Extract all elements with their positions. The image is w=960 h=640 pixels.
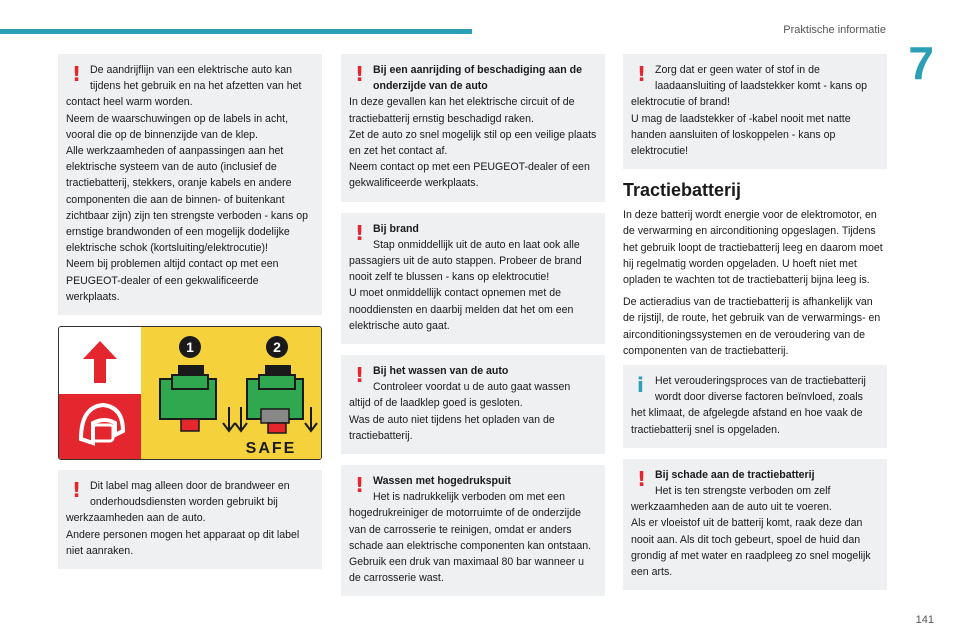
label-number-2: 2: [273, 339, 281, 356]
info-lead: Het verouderingsproces van de tractiebatterij wordt door diverse factoren beïnvloed, zoals: [655, 375, 866, 404]
warning-heading: Bij brand: [373, 222, 419, 235]
warning-text: Was de auto niet tijdens het opladen van de tractiebatterij.: [349, 413, 555, 442]
warning-lead: Dit label mag alleen door de brandweer en onderhoudsdiensten worden gebruikt bij: [90, 480, 290, 509]
column-left: [58, 54, 322, 580]
warning-subline: Controleer voordat u de auto gaat wassen: [373, 381, 571, 394]
body-paragraph: De actieradius van de tractiebatterij is afhankelijk van de rijstijl, de route, het gebruik van de verwarmings- en airconditioningssystemen en de veroudering van de componenten van de tractiebatterij.: [623, 296, 881, 357]
warning-subline: Stap onmiddellijk uit de auto en laat ook alle: [373, 238, 580, 251]
warning-heading: Bij schade aan de tractiebatterij: [655, 468, 815, 481]
warning-icon: !: [72, 62, 82, 86]
warning-text: passagiers uit de auto stappen. Probeer de brand nooit zelf te blussen - kans op elektrocutie!: [349, 255, 582, 284]
safe-label-text: SAFE: [245, 440, 297, 458]
warning-box-battery-damage: [623, 459, 887, 590]
warning-text: Andere personen mogen het apparaat op dit label niet aanraken.: [66, 528, 300, 557]
warning-text: altijd of de laadklep goed is gesloten.: [349, 397, 523, 410]
warning-icon: !: [355, 220, 365, 245]
warning-box-label-usage: [58, 470, 322, 569]
warning-box-water-dust: [623, 54, 887, 169]
warning-text: Zet de auto zo snel mogelijk stil op een veilige plaats en zet het contact af.: [349, 128, 597, 158]
warning-subline: Het is nadrukkelijk verboden om met een: [373, 491, 565, 504]
column-middle: [341, 54, 605, 607]
info-icon: i: [637, 373, 644, 398]
warning-box-pressure-washer: [341, 465, 605, 596]
warning-heading: Wassen met hogedrukspuit: [373, 475, 511, 488]
column-right: [623, 54, 887, 601]
warning-icon: !: [637, 62, 647, 86]
warning-text: Neem contact op met een PEUGEOT-dealer of een gekwalificeerde werkplaats.: [349, 161, 590, 190]
warning-icon: !: [355, 62, 365, 86]
warning-text: U moet onmiddellijk contact opnemen met de nooddiensten en daarbij melden dat het om een elektrische auto gaat.: [349, 287, 574, 332]
safety-label-illustration: [59, 327, 322, 460]
warning-heading: Bij een aanrijding of beschadiging aan de onderzijde van de auto: [373, 64, 582, 93]
chapter-number: 7: [908, 37, 934, 89]
warning-text: hogedrukreiniger de motorruimte of de onderzijde van de carrosserie te reinigen, omdat er anders schade aan elektrische componenten kan ontstaan.: [349, 507, 592, 552]
warning-lead: Zorg dat er geen water of stof in de laadaansluiting of laadstekker komt - kans op: [655, 64, 867, 93]
warning-icon: !: [637, 466, 647, 491]
label-number-1: 1: [186, 339, 194, 356]
warning-heading: Bij het wassen van de auto: [373, 365, 509, 378]
warning-box-hot-drivetrain: [58, 54, 322, 315]
warning-box-washing: [341, 355, 605, 454]
body-paragraph: In deze batterij wordt energie voor de elektromotor, en de verwarming en airconditioning opgeslagen. Tijdens het gebruik loopt de tractiebatterij leeg en daarom moet hij regelmatig worden opgeladen. U hoeft niet met opladen te wachten tot de tractiebatterij bijna leeg is.: [623, 209, 883, 287]
section-title: Praktische informatie: [783, 24, 886, 36]
info-text: het klimaat, de afgelegde afstand en hoe vaak de tractiebatterij snel is opgeladen.: [631, 407, 863, 436]
page-number: 141: [915, 614, 934, 626]
header-accent-bar: [0, 29, 472, 34]
warning-icon: !: [355, 363, 365, 388]
warning-box-collision: [341, 54, 605, 202]
warning-icon: !: [355, 473, 365, 498]
warning-text: Alle werkzaamheden of aanpassingen aan het elektrische systeem van de auto (inclusief de tractiebatterij, stekkers, oranje kabels en andere componenten die aan de binnen- of buitenkant zichtbaar zijn) zijn ten strengste verboden - kans op ernstige brandwonden of een mogelijk dodelijke elektrische schok (kortsluiting/elektrocutie)!: [66, 145, 309, 255]
warning-icon: !: [72, 478, 82, 503]
warning-text: Als er vloeistof uit de batterij komt, raak deze dan nooit aan. Als dit toch gebeurt, spoel de huid dan grondig af met water en raadpleeg zo snel mogelijk een arts.: [631, 517, 871, 579]
warning-text: Neem bij problemen altijd contact op met een PEUGEOT-dealer of een gekwalificeerde werkplaats.: [66, 258, 279, 303]
warning-text: U mag de laadstekker of -kabel nooit met natte handen aansluiten of loskoppelen - kans op elektrocutie!: [631, 112, 851, 158]
warning-text: Gebruik een druk van maximaal 80 bar wanneer u de carrosserie wast.: [349, 556, 584, 585]
warning-lead: De aandrijflijn van een elektrische auto kan tijdens het gebruik en na het afzetten van het: [90, 64, 302, 93]
warning-text: In deze gevallen kan het elektrische circuit of de tractiebatterij ernstig beschadigd raken.: [349, 96, 575, 125]
warning-text: contact heel warm worden.: [66, 96, 193, 109]
safety-label-figure: [58, 326, 322, 460]
info-box-aging: [623, 365, 887, 448]
warning-text: werkzaamheden aan de auto.: [66, 512, 206, 525]
warning-text: Neem de waarschuwingen op de labels in acht, vooral die op de binnenzijde van de klep.: [66, 112, 289, 141]
warning-box-fire: [341, 213, 605, 344]
warning-subline: Het is ten strengste verboden om zelf: [655, 485, 831, 498]
section-heading: Tractiebatterij: [623, 180, 742, 201]
warning-text: werkzaamheden aan de auto uit te voeren.: [631, 501, 832, 514]
warning-text: elektrocutie of brand!: [631, 96, 730, 109]
